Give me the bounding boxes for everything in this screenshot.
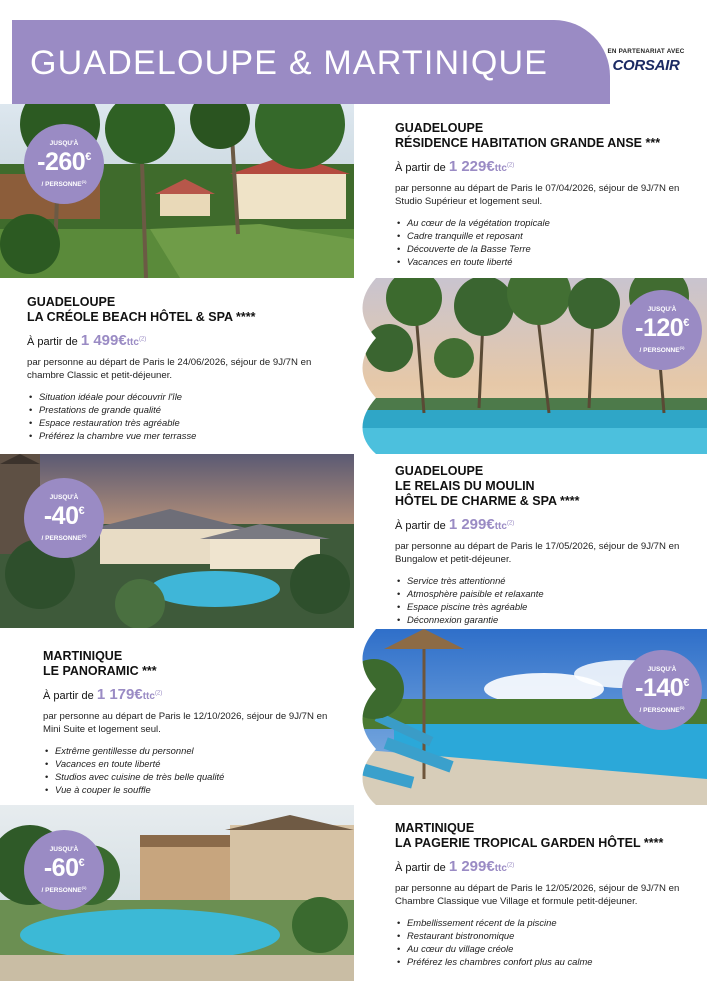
- offer-description: par personne au départ de Paris le 12/10/2026, séjour de 9J/7N en Mini Suite et logement seul.: [43, 711, 328, 735]
- price-note: (2): [506, 520, 515, 527]
- badge-amount-value: -260: [37, 148, 86, 176]
- offer-bullets: [395, 216, 695, 268]
- offer-description: par personne au départ de Paris le 12/05/2026, séjour de 9J/7N en Chambre Classique vue Village et formule petit-déjeuner.: [395, 883, 680, 907]
- partner-block: [600, 48, 692, 74]
- badge-amount-value: -60: [43, 854, 79, 882]
- offer-description: par personne au départ de Paris le 17/05/2026, séjour de 9J/7N en Bungalow et petit-déjeuner.: [395, 541, 680, 565]
- badge-amount-value: -140: [635, 674, 684, 702]
- bullet-item: • Au cœur du village créole: [395, 942, 700, 955]
- offer-price: 1 299€: [448, 858, 495, 875]
- bullet-item: • Vacances en toute liberté: [395, 255, 695, 268]
- offer-4-text: [43, 649, 343, 796]
- badge-amount-value: -40: [43, 502, 79, 530]
- badge-top: JUSQU'À: [647, 666, 677, 673]
- offer-price: 1 229€: [448, 158, 495, 175]
- badge-currency: €: [78, 857, 85, 869]
- price-prefix: À partir de: [395, 862, 446, 874]
- price-unit: ttc: [126, 337, 139, 348]
- bullet-item: • Vacances en toute liberté: [43, 757, 343, 770]
- offer-region: MARTINIQUE: [395, 821, 475, 835]
- badge-bottom-label: / PERSONNE: [639, 347, 680, 355]
- badge-note: (1): [679, 345, 685, 350]
- price-unit: ttc: [494, 163, 507, 174]
- bullet-item: • Prestations de grande qualité: [27, 403, 342, 416]
- bullet-item: • Service très attentionné: [395, 574, 695, 587]
- offer-price-line: [27, 332, 342, 349]
- badge-bottom: [24, 179, 104, 188]
- bullet-item: • Situation idéale pour découvrir l'île: [27, 390, 342, 403]
- offer-bullets: [395, 916, 700, 968]
- offer-price-line: [43, 686, 343, 703]
- price-prefix: À partir de: [43, 690, 94, 702]
- badge-note: (1): [679, 705, 685, 710]
- bullet-item: • Extrême gentillesse du personnel: [43, 744, 343, 757]
- discount-badge: [24, 830, 104, 910]
- bullet-item: • Atmosphère paisible et relaxante: [395, 587, 695, 600]
- bullet-item: • Vue à couper le souffle: [43, 783, 343, 796]
- page-header: [0, 0, 707, 104]
- discount-badge: [622, 290, 702, 370]
- bullet-item: • Déconnexion garantie: [395, 613, 695, 626]
- badge-note: (1): [81, 885, 87, 890]
- offer-bullets: [27, 390, 342, 442]
- offer-description: par personne au départ de Paris le 24/06/2026, séjour de 9J/7N en chambre Classic et petit-déjeuner.: [27, 357, 312, 381]
- price-note: (2): [506, 862, 515, 869]
- partner-label: EN PARTENARIAT AVEC: [607, 48, 685, 55]
- price-prefix: À partir de: [27, 336, 78, 348]
- bullet-item: • Préférez la chambre vue mer terrasse: [27, 429, 342, 442]
- price-unit: ttc: [142, 691, 155, 702]
- offer-region: GUADELOUPE: [27, 295, 116, 309]
- badge-currency: €: [78, 505, 85, 517]
- offer-hotel-name-line2: HÔTEL DE CHARME & SPA ****: [395, 494, 580, 508]
- offer-description: par personne au départ de Paris le 07/04/2026, séjour de 9J/7N en Studio Supérieur et logement seul.: [395, 183, 680, 207]
- badge-amount-value: -120: [635, 314, 684, 342]
- discount-badge: [24, 124, 104, 204]
- offer-bullets: [395, 574, 695, 626]
- badge-bottom: [24, 885, 104, 894]
- bullet-item: • Au cœur de la végétation tropicale: [395, 216, 695, 229]
- badge-top: JUSQU'À: [49, 494, 79, 501]
- badge-top: JUSQU'À: [49, 140, 79, 147]
- bullet-item: • Préférez les chambres confort plus au calme: [395, 955, 700, 968]
- badge-amount: [622, 674, 702, 703]
- bullet-item: • Restaurant bistronomique: [395, 929, 700, 942]
- page-title: GUADELOUPE & MARTINIQUE: [30, 44, 549, 82]
- badge-top: JUSQU'À: [647, 306, 677, 313]
- bullet-item: • Cadre tranquille et reposant: [395, 229, 695, 242]
- offer-5-text: [395, 821, 700, 968]
- offer-hotel-name: LA CRÉOLE BEACH HÔTEL & SPA ****: [27, 310, 256, 324]
- bullet-item: • Espace restauration très agréable: [27, 416, 342, 429]
- bullet-item: • Découverte de la Basse Terre: [395, 242, 695, 255]
- offer-hotel-name: LA PAGERIE TROPICAL GARDEN HÔTEL ****: [395, 836, 664, 850]
- offer-price: 1 499€: [80, 332, 127, 349]
- offer-price: 1 179€: [96, 686, 143, 703]
- offer-hotel-name: LE RELAIS DU MOULIN: [395, 479, 535, 493]
- badge-note: (1): [81, 533, 87, 538]
- offer-price: 1 299€: [448, 516, 495, 533]
- badge-bottom: [622, 705, 702, 714]
- price-prefix: À partir de: [395, 162, 446, 174]
- offer-1-text: [395, 121, 695, 268]
- badge-currency: €: [85, 151, 91, 163]
- offer-bullets: [43, 744, 343, 796]
- offer-hotel-name: LE PANORAMIC ***: [43, 664, 157, 678]
- badge-bottom-label: / PERSONNE: [41, 887, 82, 895]
- price-unit: ttc: [494, 521, 507, 532]
- badge-currency: €: [683, 677, 689, 689]
- offer-region: MARTINIQUE: [43, 649, 123, 663]
- price-unit: ttc: [494, 863, 507, 874]
- badge-bottom-label: / PERSONNE: [41, 535, 82, 543]
- badge-currency: €: [683, 317, 689, 329]
- bullet-item: • Embellissement récent de la piscine: [395, 916, 700, 929]
- offer-price-line: [395, 158, 695, 175]
- price-note: (2): [138, 336, 147, 343]
- offer-region: GUADELOUPE: [395, 464, 484, 478]
- badge-bottom-label: / PERSONNE: [639, 707, 680, 715]
- offer-price-line: [395, 516, 695, 533]
- offer-3-text: [395, 464, 695, 626]
- offer-price-line: [395, 858, 700, 875]
- offer-2-text: [27, 295, 342, 442]
- badge-bottom: [24, 533, 104, 542]
- badge-amount: [24, 854, 104, 883]
- bullet-item: • Espace piscine très agréable: [395, 600, 695, 613]
- badge-bottom: [622, 345, 702, 354]
- price-prefix: À partir de: [395, 520, 446, 532]
- badge-top: JUSQU'À: [49, 846, 79, 853]
- corsair-logo: CORSAIR: [612, 57, 680, 74]
- bullet-item: • Studios avec cuisine de très belle qualité: [43, 770, 343, 783]
- discount-badge: [24, 478, 104, 558]
- discount-badge: [622, 650, 702, 730]
- badge-amount: [622, 314, 702, 343]
- offer-region: GUADELOUPE: [395, 121, 484, 135]
- offer-hotel-name: RÉSIDENCE HABITATION GRANDE ANSE ***: [395, 136, 661, 150]
- price-note: (2): [154, 690, 163, 697]
- badge-amount: [24, 502, 104, 531]
- badge-bottom-label: / PERSONNE: [41, 181, 82, 189]
- badge-note: (1): [81, 179, 87, 184]
- badge-amount: [24, 148, 104, 177]
- price-note: (2): [506, 162, 515, 169]
